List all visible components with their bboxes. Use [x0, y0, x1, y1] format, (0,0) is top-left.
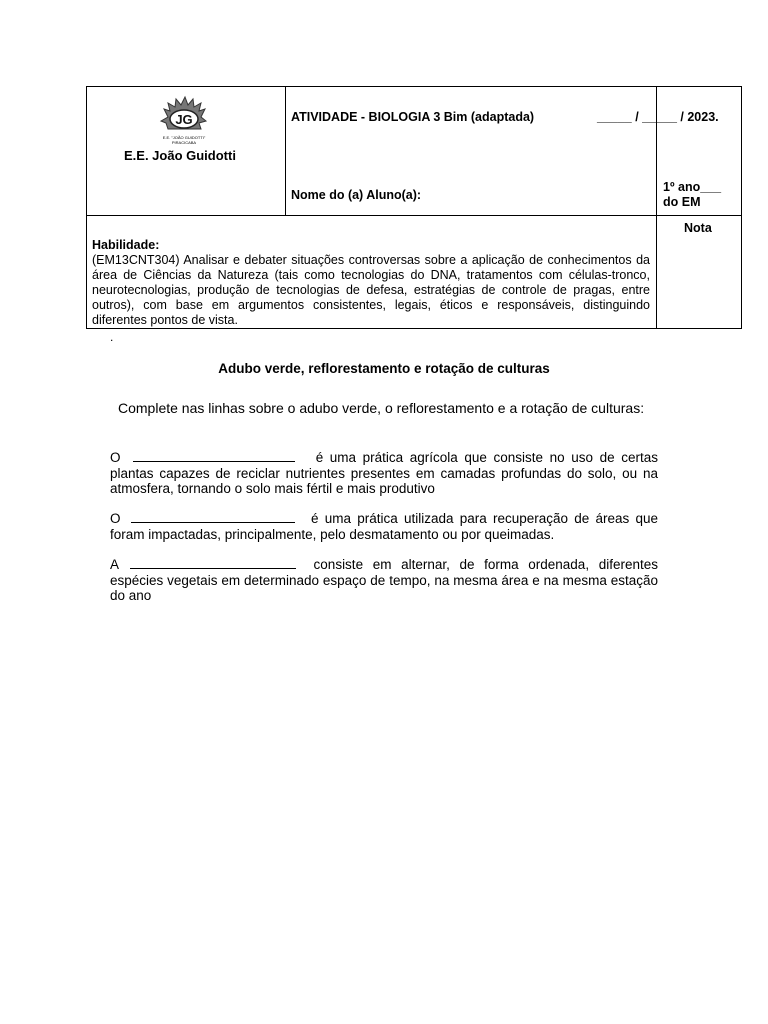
grade-field: 1º ano___ do EM [663, 180, 722, 209]
nota-label: Nota [684, 221, 712, 235]
worksheet-title: Adubo verde, reflorestamento e rotação de culturas [218, 361, 550, 376]
student-name-label: Nome do (a) Aluno(a): [291, 188, 422, 202]
divider [86, 215, 742, 216]
svg-text:JG: JG [175, 112, 193, 127]
stray-dot: . [110, 330, 114, 344]
answer-blank-1[interactable] [133, 450, 295, 462]
question-1: O é uma prática agrícola que consiste no uso de certas plantas capazes de reciclar nutrientes presentes em camadas profundas do solo, ou na atmosfera, tornando o solo mais fértil e mais produtivo [110, 450, 658, 496]
school-name: E.E. João Guidotti [124, 148, 236, 163]
question-3: A consiste em alternar, de forma ordenada, diferentes espécies vegetais em determinado espaço de tempo, na mesma área e na mesma estação do ano [110, 557, 658, 603]
answer-blank-3[interactable] [130, 557, 296, 569]
answer-blank-2[interactable] [131, 511, 295, 523]
divider [285, 86, 286, 215]
logo-caption: E.E. "JOÃO GUIDOTTI" PIRACICABA [162, 135, 206, 145]
habilidade-label: Habilidade: [92, 238, 160, 252]
question-2: O é uma prática utilizada para recuperação de áreas que foram impactadas, principalmente, pelo desmatamento ou por queimadas. [110, 511, 658, 542]
activity-title: ATIVIDADE - BIOLOGIA 3 Bim (adaptada) [291, 110, 535, 124]
habilidade-text: (EM13CNT304) Analisar e debater situações controversas sobre a aplicação de conhecimentos da área de Ciências da Natureza (tais como tecnologias do DNA, tratamentos com células-tronco, neurotecnologias, produção de tecnologias de defesa, estratégias de controle de pragas, entre outros), com base em argumentos consistentes, legais, éticos e responsáveis, distinguindo diferentes pontos de vista. [92, 253, 650, 327]
date-field: _____ / _____ / 2023. [597, 110, 719, 124]
instruction: Complete nas linhas sobre o adubo verde, o reflorestamento e a rotação de culturas: [118, 400, 645, 416]
habilidade-section [92, 238, 650, 328]
